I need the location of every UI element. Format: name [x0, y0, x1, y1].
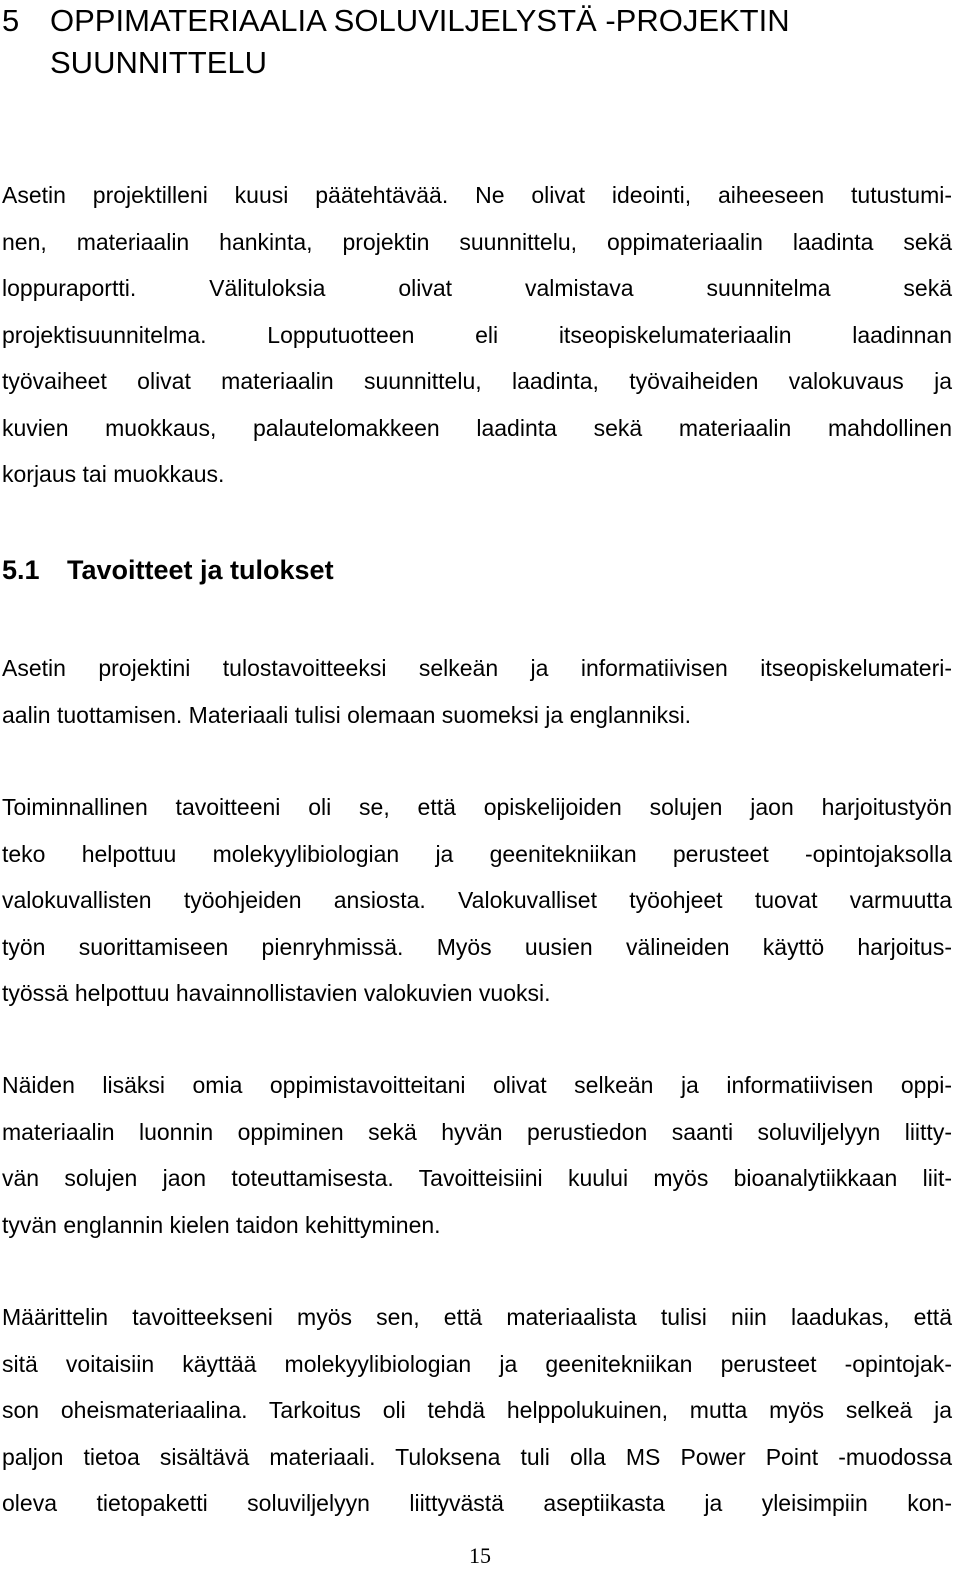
- text-line: son oheismateriaalina. Tarkoitus oli tehdä helppolukuinen, mutta myös selkeä ja: [2, 1397, 952, 1423]
- text-line: kuvien muokkaus, palautelomakkeen laadinta sekä materiaalin mahdollinen: [2, 414, 952, 441]
- text-line: nen, materiaalin hankinta, projektin suunnittelu, oppimateriaalin laadinta sekä: [2, 228, 952, 255]
- text-line: sitä voitaisiin käyttää molekyylibiologian ja geenitekniikan perusteet -opintojak-: [2, 1350, 952, 1377]
- chapter-heading: [2, 0, 952, 84]
- section-number: 5.1: [2, 555, 40, 585]
- text-line: loppuraportti. Välituloksia olivat valmistava suunnitelma sekä: [2, 275, 952, 301]
- text-line: teko helpottuu molekyylibiologian ja geenitekniikan perusteet -opintojaksolla: [2, 840, 952, 867]
- section-title: Tavoitteet ja tulokset: [67, 555, 334, 585]
- chapter-title: [50, 0, 952, 84]
- text-line: Määrittelin tavoitteekseni myös sen, että materiaalista tulisi niin laadukas, että: [2, 1304, 952, 1330]
- text-line: tyvän englannin kielen taidon kehittyminen.: [2, 1211, 441, 1238]
- text-line: projektisuunnitelma. Lopputuotteen eli itseopiskelumateriaalin laadinnan: [2, 321, 952, 348]
- chapter-number: 5: [2, 3, 20, 38]
- text-line: Näiden lisäksi omia oppimistavoitteitani olivat selkeän ja informatiivisen oppi-: [2, 1072, 952, 1098]
- paragraph-quality-goal: [2, 1294, 952, 1527]
- paragraph-learning-goals: [2, 1062, 952, 1248]
- text-line: työssä helpottuu havainnollistavien valokuvien vuoksi.: [2, 980, 551, 1006]
- text-line: vän solujen jaon toteuttamisesta. Tavoitteisiini kuului myös bioanalytiikkaan liit-: [2, 1165, 952, 1191]
- text-line: korjaus tai muokkaus.: [2, 461, 225, 487]
- text-line: Asetin projektini tulostavoitteeksi selkeän ja informatiivisen itseopiskelumateri-: [2, 655, 952, 681]
- text-line: materiaalin luonnin oppiminen sekä hyvän perustiedon saanti soluviljelyyn liitty-: [2, 1118, 952, 1145]
- paragraph-goals: [2, 645, 952, 738]
- text-line: työn suorittamiseen pienryhmissä. Myös uusien välineiden käyttö harjoitus-: [2, 933, 952, 960]
- text-line: oleva tietopaketti soluviljelyyn liittyvästä aseptiikasta ja yleisimpiin kon-: [2, 1490, 952, 1516]
- text-line: aalin tuottamisen. Materiaali tulisi olemaan suomeksi ja englanniksi.: [2, 701, 692, 728]
- text-line: Toiminnallinen tavoitteeni oli se, että opiskelijoiden solujen jaon harjoitustyön: [2, 794, 952, 820]
- text-line: paljon tietoa sisältävä materiaali. Tuloksena tuli olla MS Power Point -muodossa: [2, 1443, 952, 1470]
- text-line: työvaiheet olivat materiaalin suunnittelu, laadinta, työvaiheiden valokuvaus ja: [2, 368, 952, 394]
- page-number: 15: [469, 1543, 491, 1568]
- paragraph-intro: [2, 172, 952, 498]
- text-line: valokuvallisten työohjeiden ansiosta. Valokuvalliset työohjeet tuovat varmuutta: [2, 887, 952, 913]
- chapter-title-line: SUUNNITTELU: [50, 45, 268, 80]
- paragraph-functional-goal: [2, 784, 952, 1017]
- section-heading: [2, 550, 334, 590]
- chapter-title-line: OPPIMATERIAALIA SOLUVILJELYSTÄ -PROJEKTIN: [50, 3, 790, 38]
- text-line: Asetin projektilleni kuusi päätehtävää. Ne olivat ideointi, aiheeseen tutustumi-: [2, 182, 952, 208]
